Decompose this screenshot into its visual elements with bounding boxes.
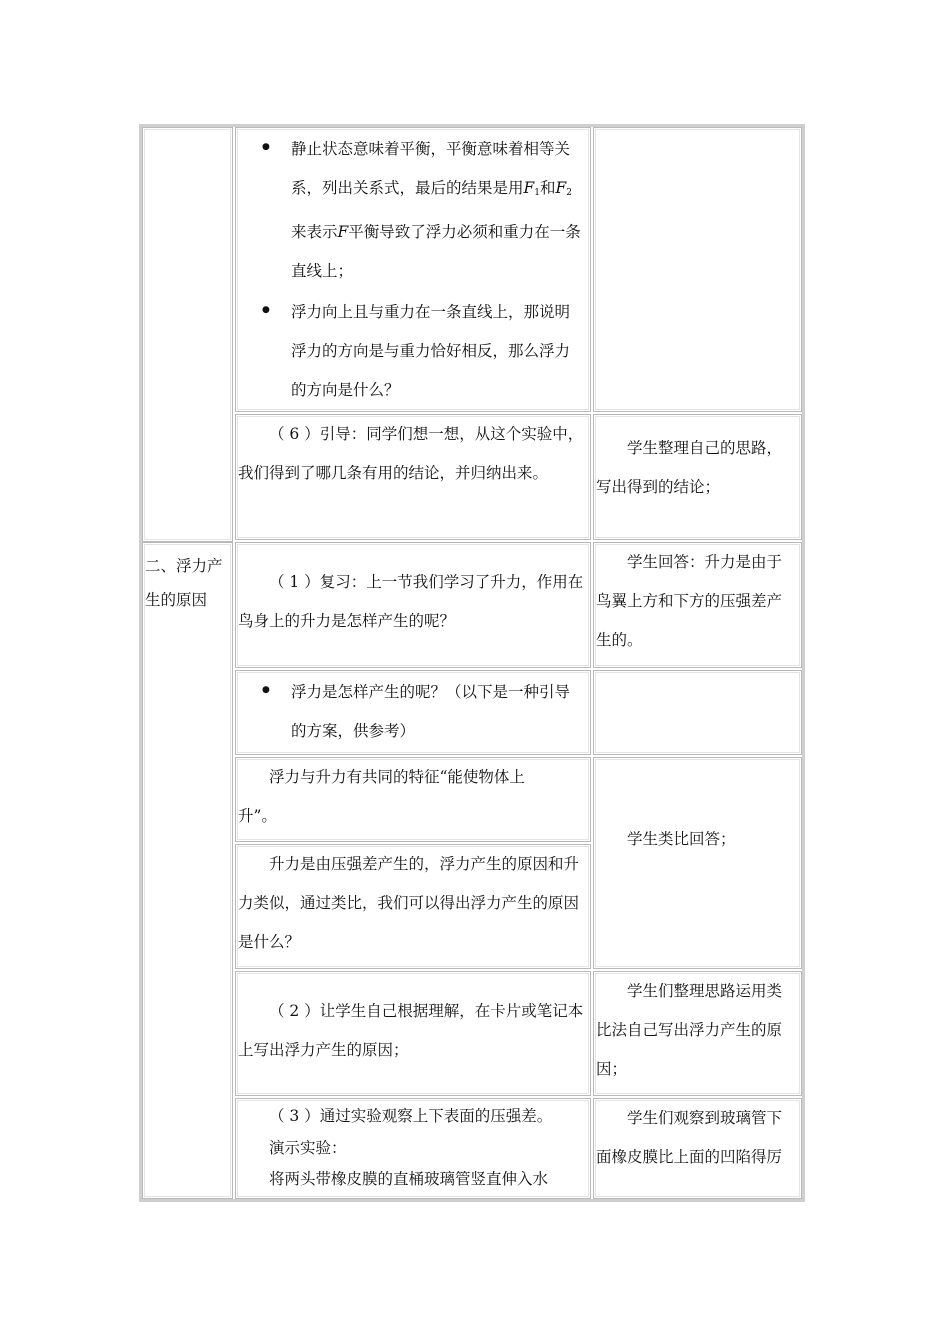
- middle-cell-analogy: [235, 844, 591, 969]
- middle-cell-review-1: [235, 542, 591, 668]
- guide-6-text: （ 6 ）引导：同学们想一想，从这个实验中，我们得到了哪几条有用的结论，并归纳出来。: [238, 425, 584, 482]
- bullet-item-equilibrium: ● 静止状态意味着平衡，平衡意味着相等关系，列出关系式，最后的结果是用$F_1$和$F_2$来表示F平衡导致了浮力必须和重力在一条直线上；: [236, 128, 590, 291]
- analogy-text: 升力是由压强差产生的，浮力产生的原因和升力类似，通过类比，我们可以得出浮力产生的原因是什么？: [238, 855, 580, 951]
- middle-cell-equilibrium: [235, 127, 591, 412]
- lesson-plan-table: [139, 124, 805, 1202]
- middle-cell-experiment: [235, 1098, 591, 1199]
- right-cell-write-reason: [593, 971, 802, 1096]
- section-two-title: 二、浮力产生的原因: [145, 557, 223, 609]
- middle-cell-write-reason: [235, 971, 591, 1096]
- common-feature-text: 浮力与升力有共同的特征“能使物体上升”。: [238, 768, 525, 825]
- middle-cell-common-feature: [235, 757, 591, 842]
- bullet-item-direction: ● 浮力向上且与重力在一条直线上，那说明浮力的方向是与重力恰好相反，那么浮力的方向是什么？: [236, 291, 590, 410]
- experiment-line-3: 将两头带橡皮膜的直桶玻璃管竖直伸入水: [269, 1170, 549, 1188]
- right-cell-experiment: [593, 1098, 802, 1199]
- left-cell-section-two: [142, 542, 233, 1199]
- student-response-experiment: 学生们观察到玻璃管下面橡皮膜比上面的凹陷得厉: [596, 1109, 783, 1166]
- right-cell-review-1: [593, 542, 802, 668]
- right-cell-how-produced: [593, 670, 802, 755]
- right-cell-equilibrium: [593, 127, 802, 412]
- experiment-line-1: （ 3 ）通过实验观察上下表面的压强差。: [269, 1107, 553, 1125]
- write-reason-text: （ 2 ）让学生自己根据理解，在卡片或笔记本上写出浮力产生的原因；: [238, 1002, 584, 1059]
- middle-cell-guide-6: [235, 414, 591, 540]
- right-cell-analogy: [593, 757, 802, 969]
- review-1-text: （ 1 ）复习：上一节我们学习了升力，作用在鸟身上的升力是怎样产生的呢？: [238, 573, 584, 630]
- student-response-analogy: 学生类比回答；: [627, 830, 736, 848]
- experiment-line-2: 演示实验：: [269, 1139, 347, 1157]
- student-response-write: 学生们整理思路运用类比法自己写出浮力产生的原因；: [596, 982, 783, 1078]
- left-cell-section-one: [142, 127, 233, 542]
- right-cell-guide-6: [593, 414, 802, 540]
- student-response-review: 学生回答：升力是由于鸟翼上方和下方的压强差产生的。: [596, 553, 783, 649]
- student-response-6: 学生整理自己的思路，写出得到的结论；: [596, 439, 783, 496]
- middle-cell-how-produced: [235, 670, 591, 755]
- bullet-item-how-produced: ● 浮力是怎样产生的呢？（以下是一种引导的方案，供参考）: [236, 671, 590, 751]
